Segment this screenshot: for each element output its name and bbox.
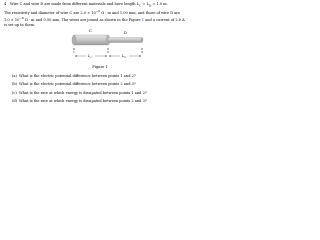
question-b: (b) What is the electric potential difference between points 2 and 3?: [12, 82, 136, 87]
length-c-label: $L_C$: [88, 54, 92, 59]
length-d-arrowhead-left: [109, 55, 111, 56]
problem-line-4: is set up in them.: [4, 23, 36, 28]
point-3-label: 3: [141, 50, 143, 54]
wire-c-label: C: [89, 29, 92, 33]
point-2-label: 2: [107, 50, 109, 54]
question-c: (c) What is the rate at which energy is dissipated between points 1 and 2?: [12, 90, 147, 95]
figure-caption: Figure 1: [92, 64, 108, 69]
wire-c-left-end: [72, 35, 76, 45]
question-a: (a) What is the electric potential difference between points 1 and 2?: [12, 74, 136, 78]
problem-line-3: $1.0 \times 10^{-6}$ Ω · m and 0.50 mm. The wires are joined as shown in the Figure 1 and a current of 2.0 A: [4, 16, 185, 23]
length-d-arrowhead-right: [139, 55, 141, 56]
length-c-arrowhead-left: [75, 55, 77, 56]
wire-d: [108, 38, 142, 43]
problem-number: 4: [4, 2, 7, 6]
wire-c: [74, 35, 108, 45]
figure-reference-link[interactable]: 1: [141, 18, 145, 23]
problem-line-2: The resistivity and diameter of wire C are $2.0 \times 10^{-6}$ Ω · m and 1.00 mm, and those of wire D are: [4, 8, 181, 15]
question-list: [12, 72, 198, 105]
wire-d-label: D: [124, 31, 127, 35]
point-1-label: 1: [73, 50, 75, 54]
problem-line-1: 4 Wire C and wire D are made from different materials and have length $L_C = L_D = 1.0$ m.: [4, 2, 168, 8]
wire-diagram: [0, 22, 200, 64]
length-d-label: $L_D$: [122, 54, 126, 59]
wire-d-right-end: [141, 38, 143, 43]
length-c-arrowhead-right: [105, 55, 107, 56]
question-d: (d) What is the rate at which energy is dissipated between points 2 and 3?: [12, 98, 147, 103]
